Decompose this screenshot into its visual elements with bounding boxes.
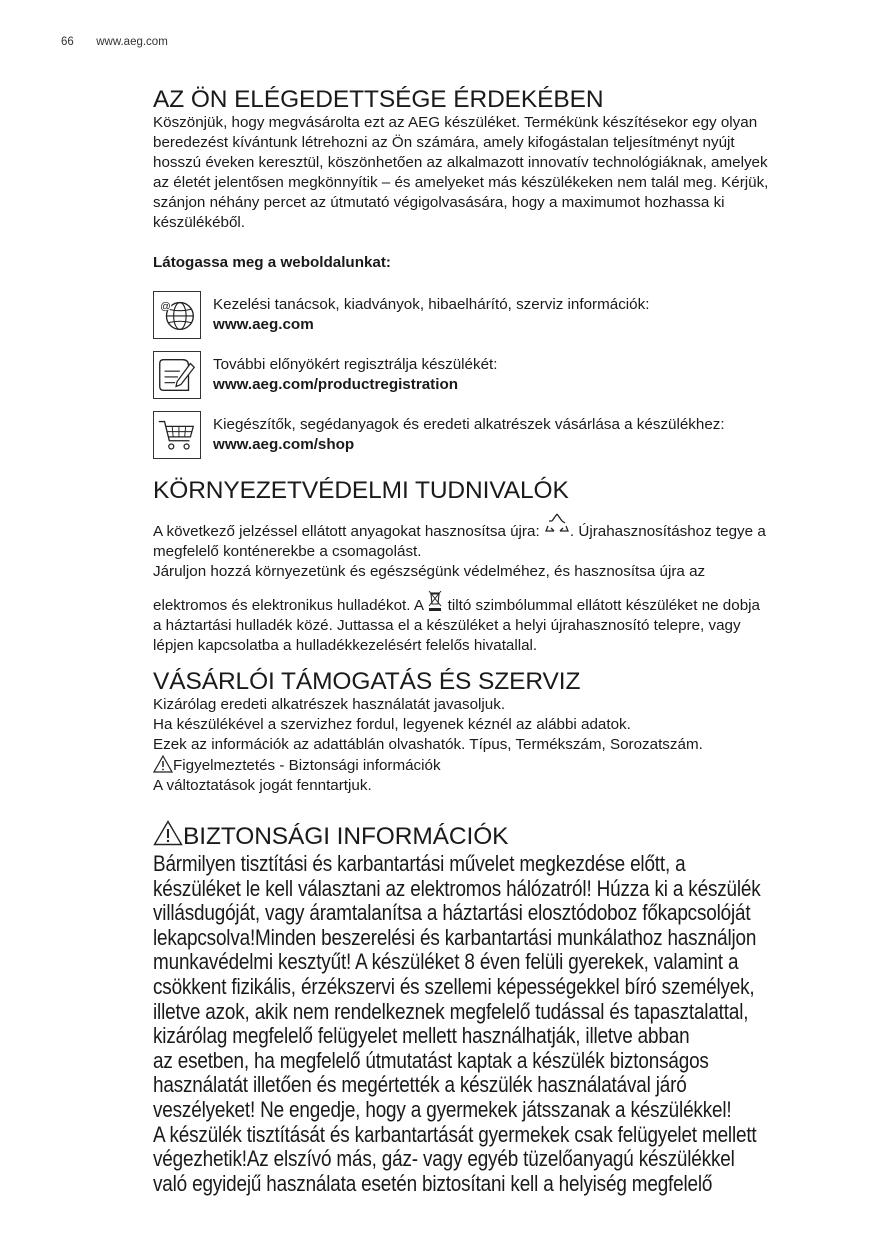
link-description: További előnyökért regisztrálja készülékét: [213, 356, 498, 373]
environment-line-text: tiltó szimbólummal ellátott készüléket ne dobja [447, 597, 760, 614]
satisfaction-title: AZ ÖN ELÉGEDETTSÉGE ÉRDEKÉBEN [153, 86, 604, 113]
header-website: www.aeg.com [96, 36, 168, 48]
safety-line: illetve azok, akik nem rendelkeznek megfelelő tudással és tapasztalattal, [153, 998, 749, 1024]
safety-line: Bármilyen tisztítási és karbantartási művelet megkezdése előtt, a [153, 851, 686, 876]
satisfaction-section [153, 86, 838, 273]
intro-line: készülékéből. [153, 214, 246, 231]
environment-line: lépjen kapcsolatba a hulladékkezelésért felelős hivatallal. [153, 637, 538, 654]
safety-line: lekapcsolva!Minden beszerelési és karbantartási munkálathoz használjon [153, 924, 757, 950]
website-link[interactable]: www.aeg.com [213, 316, 314, 333]
svg-text:@: @ [160, 300, 171, 313]
safety-line: kizárólag megfelelő felügyelet mellett használhatják, illetve abban [153, 1023, 690, 1049]
safety-line: veszélyeket! Ne engedje, hogy a gyermekek játsszanak a készülékkel! [153, 1096, 732, 1122]
environment-line [153, 590, 838, 616]
support-line: A változtatások jogát fenntartjuk. [153, 777, 372, 794]
environment-line-text: elektromos és elektronikus hulladékot. A [153, 597, 424, 614]
environment-line: megfelelő konténerekbe a csomagolást. [153, 543, 422, 560]
shop-link[interactable]: www.aeg.com/shop [213, 436, 355, 453]
support-line: Kizárólag eredeti alkatrészek használatát javasoljuk. [153, 696, 506, 713]
safety-line: csökkent fizikális, érzékszervi és szellemi képességekkel bíró személyek, [153, 973, 755, 999]
safety-line: az esetben, ha megfelelő útmutatást kaptak a készülék biztonságos [153, 1047, 709, 1073]
registration-link[interactable]: www.aeg.com/productregistration [213, 376, 459, 393]
link-description: Kiegészítők, segédanyagok és eredeti alkatrészek vásárlása a készülékhez: [213, 416, 725, 433]
link-description: Kezelési tanácsok, kiadványok, hibaelhárító, szerviz információk: [213, 296, 650, 313]
recycle-icon [544, 512, 570, 536]
support-line [153, 755, 838, 776]
support-line: Ezek az információk az adattáblán olvashatók. Típus, Termékszám, Sorozatszám. [153, 736, 703, 753]
crossed-bin-icon [427, 590, 443, 612]
warning-label: Figyelmeztetés - Biztonsági információk [173, 757, 441, 774]
shopping-cart-icon [153, 411, 201, 459]
safety-line: A készülék tisztítását és karbantartását gyermekek csak felügyelet mellett [153, 1121, 757, 1147]
environment-line [153, 512, 838, 542]
safety-title-text: BIZTONSÁGI INFORMÁCIÓK [183, 823, 509, 850]
support-line: Ha készülékével a szervizhez fordul, legyenek kéznél az alábbi adatok. [153, 716, 631, 733]
safety-line: készüléket le kell választani az elektromos hálózatról! Húzza ki a készülék [153, 875, 761, 901]
environment-line-text: A következő jelzéssel ellátott anyagokat hasznosítsa újra: [153, 523, 540, 540]
intro-line: az életét jelentősen megkönnyítik – és amelyeket más készülékeken nem talál meg. Kérjük, [153, 174, 769, 191]
safety-line: használatát illetően és megértették a készülék használatával járó [153, 1072, 687, 1098]
environment-title: KÖRNYEZETVÉDELMI TUDNIVALÓK [153, 477, 569, 504]
intro-line: beredezést kívántunk létrehozni az Ön számára, amely kifogástalan teljesítményt nyújt [153, 134, 735, 151]
web-globe-icon [153, 291, 201, 339]
intro-line: hosszú éveken keresztül, köszönhetően az alkalmazott innovatív technológiáknak, amelyek [153, 154, 768, 171]
environment-section [153, 477, 838, 656]
environment-line: Járuljon hozzá környezetünk és egészségünk védelméhez, és hasznosítsa újra az [153, 563, 706, 580]
environment-line-text: . Újrahasznosításhoz tegye a [569, 523, 766, 540]
page-header [61, 36, 168, 48]
environment-line: a háztartási hulladék közé. Juttassa el a készüléket a helyi újrahasznosító telepre, vagy [153, 617, 741, 634]
support-title: VÁSÁRLÓI TÁMOGATÁS ÉS SZERVIZ [153, 668, 581, 695]
safety-line: végezhetik!Az elszívó más, gáz- vagy egyéb tüzelőanyagú készülékkel [153, 1146, 735, 1172]
intro-line: szánjon néhány percet az útmutató végigolvasására, hogy a maximumot hozhassa ki [153, 194, 725, 211]
support-section [153, 668, 838, 796]
visit-website-label: Látogassa meg a weboldalunkat: [153, 254, 391, 271]
intro-line: Köszönjük, hogy megvásárolta ezt az AEG készüléket. Termékünk készítésekor egy olyan [153, 114, 758, 131]
warning-icon [153, 820, 183, 846]
safety-text [153, 852, 841, 1196]
safety-title [153, 820, 838, 850]
warning-icon [153, 755, 173, 773]
safety-line: való egyidejű használata esetén biztosítani kell a helyiség megfelelő [153, 1170, 713, 1196]
safety-line: munkavédelmi kesztyűt! A készüléket 8 éven felüli gyerekek, valamint a [153, 949, 739, 975]
page-number: 66 [61, 36, 74, 48]
safety-section [153, 820, 838, 1196]
safety-line: villásdugóját, vagy áramtalanítsa a háztartási elosztódoboz főkapcsolóját [153, 900, 751, 926]
registration-form-icon [153, 351, 201, 399]
